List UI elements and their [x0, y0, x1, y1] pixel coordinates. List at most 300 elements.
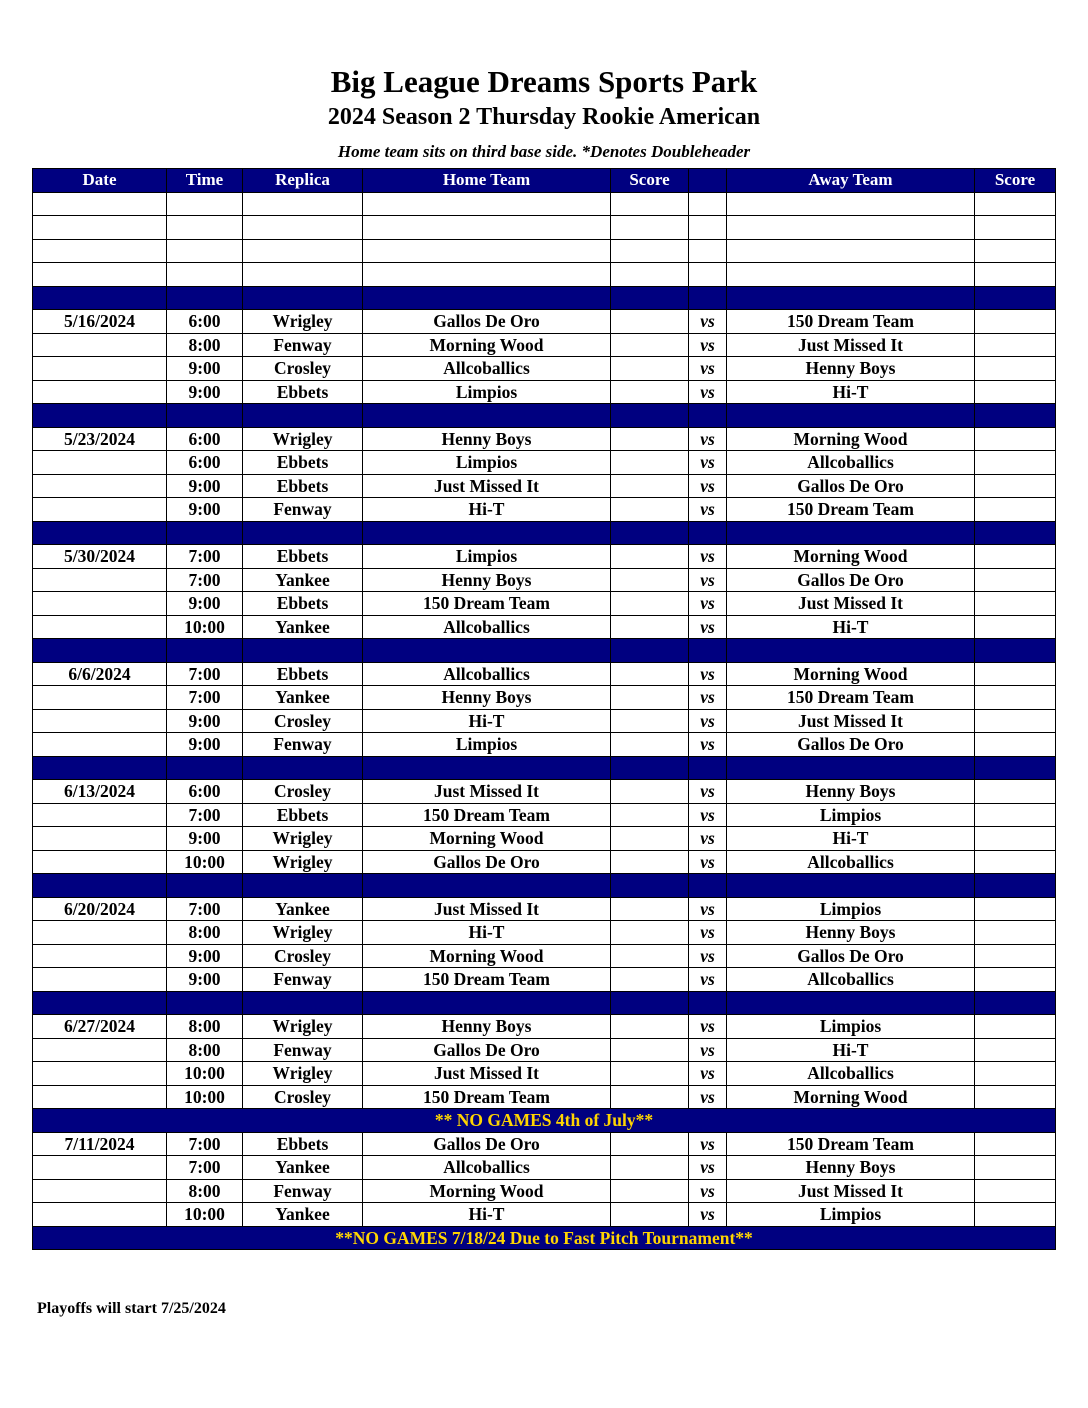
- away-team-cell: [727, 874, 975, 898]
- home-score-cell: [611, 1132, 689, 1156]
- replica-cell: Fenway: [243, 1038, 363, 1062]
- replica-cell: Wrigley: [243, 921, 363, 945]
- away-team-cell: Allcoballics: [727, 451, 975, 475]
- home-score-cell: [611, 756, 689, 780]
- vs-cell: vs: [689, 1203, 727, 1227]
- date-cell: [33, 568, 167, 592]
- home-score-cell: [611, 827, 689, 851]
- away-team-cell: Morning Wood: [727, 545, 975, 569]
- home-score-cell: [611, 216, 689, 240]
- home-team-cell: Just Missed It: [363, 1062, 611, 1086]
- vs-cell: vs: [689, 615, 727, 639]
- away-team-cell: Morning Wood: [727, 427, 975, 451]
- home-score-cell: [611, 921, 689, 945]
- table-header-row: [33, 169, 1056, 193]
- away-score-cell: [975, 968, 1056, 992]
- vs-cell: vs: [689, 944, 727, 968]
- away-team-cell: Allcoballics: [727, 1062, 975, 1086]
- game-row: [33, 1085, 1056, 1109]
- home-score-cell: [611, 897, 689, 921]
- home-score-cell: [611, 944, 689, 968]
- game-row: [33, 498, 1056, 522]
- game-row: [33, 1132, 1056, 1156]
- schedule-note: Home team sits on third base side. *Denotes Doubleheader: [337, 142, 751, 161]
- vs-cell: [689, 521, 727, 545]
- date-cell: 5/30/2024: [33, 545, 167, 569]
- replica-cell: Fenway: [243, 968, 363, 992]
- home-score-cell: [611, 286, 689, 310]
- time-cell: 10:00: [167, 615, 243, 639]
- home-team-cell: Morning Wood: [363, 1179, 611, 1203]
- column-header-home-team: Home Team: [363, 169, 611, 193]
- date-cell: [33, 192, 167, 216]
- away-team-cell: Morning Wood: [727, 1085, 975, 1109]
- date-cell: [33, 592, 167, 616]
- away-team-cell: Just Missed It: [727, 333, 975, 357]
- away-score-cell: [975, 1062, 1056, 1086]
- away-team-cell: Gallos De Oro: [727, 474, 975, 498]
- date-cell: [33, 827, 167, 851]
- game-row: [33, 1203, 1056, 1227]
- home-score-cell: [611, 498, 689, 522]
- home-score-cell: [611, 192, 689, 216]
- home-score-cell: [611, 1062, 689, 1086]
- date-cell: [33, 615, 167, 639]
- home-score-cell: [611, 709, 689, 733]
- game-row: [33, 850, 1056, 874]
- away-score-cell: [975, 709, 1056, 733]
- away-team-cell: Henny Boys: [727, 921, 975, 945]
- vs-cell: [689, 216, 727, 240]
- date-cell: [33, 1038, 167, 1062]
- date-cell: [33, 404, 167, 428]
- home-score-cell: [611, 733, 689, 757]
- time-cell: [167, 521, 243, 545]
- vs-cell: vs: [689, 968, 727, 992]
- vs-cell: [689, 756, 727, 780]
- replica-cell: [243, 639, 363, 663]
- time-cell: 6:00: [167, 780, 243, 804]
- home-score-cell: [611, 263, 689, 287]
- replica-cell: Wrigley: [243, 850, 363, 874]
- blank-row: [33, 192, 1056, 216]
- home-team-cell: Hi-T: [363, 709, 611, 733]
- away-team-cell: Just Missed It: [727, 592, 975, 616]
- date-cell: [33, 1203, 167, 1227]
- away-team-cell: 150 Dream Team: [727, 1132, 975, 1156]
- home-score-cell: [611, 991, 689, 1015]
- away-team-cell: 150 Dream Team: [727, 686, 975, 710]
- game-row: [33, 709, 1056, 733]
- away-team-cell: [727, 216, 975, 240]
- away-score-cell: [975, 1156, 1056, 1180]
- date-cell: [33, 733, 167, 757]
- away-team-cell: Hi-T: [727, 1038, 975, 1062]
- away-score-cell: [975, 404, 1056, 428]
- vs-cell: vs: [689, 357, 727, 381]
- game-row: [33, 1156, 1056, 1180]
- game-row: [33, 1062, 1056, 1086]
- vs-cell: vs: [689, 474, 727, 498]
- date-cell: [33, 756, 167, 780]
- vs-cell: vs: [689, 780, 727, 804]
- separator-row: [33, 756, 1056, 780]
- replica-cell: Crosley: [243, 1085, 363, 1109]
- home-team-cell: Allcoballics: [363, 615, 611, 639]
- home-score-cell: [611, 803, 689, 827]
- home-score-cell: [611, 404, 689, 428]
- game-row: [33, 897, 1056, 921]
- vs-cell: vs: [689, 310, 727, 334]
- away-team-cell: Gallos De Oro: [727, 733, 975, 757]
- time-cell: 9:00: [167, 944, 243, 968]
- time-cell: [167, 404, 243, 428]
- replica-cell: [243, 263, 363, 287]
- game-row: [33, 944, 1056, 968]
- away-score-cell: [975, 286, 1056, 310]
- home-team-cell: [363, 991, 611, 1015]
- replica-cell: Crosley: [243, 709, 363, 733]
- away-score-cell: [975, 991, 1056, 1015]
- vs-cell: vs: [689, 592, 727, 616]
- away-score-cell: [975, 310, 1056, 334]
- game-row: [33, 592, 1056, 616]
- time-cell: 10:00: [167, 1203, 243, 1227]
- home-team-cell: Morning Wood: [363, 333, 611, 357]
- game-row: [33, 615, 1056, 639]
- replica-cell: [243, 216, 363, 240]
- home-score-cell: [611, 357, 689, 381]
- game-row: [33, 357, 1056, 381]
- time-cell: 7:00: [167, 1156, 243, 1180]
- away-score-cell: [975, 357, 1056, 381]
- vs-cell: vs: [689, 498, 727, 522]
- game-row: [33, 1015, 1056, 1039]
- replica-cell: Ebbets: [243, 451, 363, 475]
- away-score-cell: [975, 333, 1056, 357]
- time-cell: [167, 239, 243, 263]
- separator-row: [33, 991, 1056, 1015]
- home-team-cell: 150 Dream Team: [363, 1085, 611, 1109]
- time-cell: [167, 756, 243, 780]
- home-team-cell: [363, 521, 611, 545]
- home-score-cell: [611, 1038, 689, 1062]
- game-row: [33, 733, 1056, 757]
- replica-cell: Crosley: [243, 780, 363, 804]
- vs-cell: vs: [689, 380, 727, 404]
- game-row: [33, 451, 1056, 475]
- date-cell: [33, 1062, 167, 1086]
- home-score-cell: [611, 1015, 689, 1039]
- vs-cell: vs: [689, 451, 727, 475]
- away-team-cell: Just Missed It: [727, 709, 975, 733]
- date-cell: [33, 333, 167, 357]
- date-cell: [33, 521, 167, 545]
- home-score-cell: [611, 333, 689, 357]
- date-cell: [33, 286, 167, 310]
- home-score-cell: [611, 686, 689, 710]
- vs-cell: [689, 639, 727, 663]
- home-score-cell: [611, 310, 689, 334]
- home-team-cell: Allcoballics: [363, 1156, 611, 1180]
- home-team-cell: [363, 404, 611, 428]
- away-team-cell: Hi-T: [727, 615, 975, 639]
- home-team-cell: Allcoballics: [363, 357, 611, 381]
- vs-cell: vs: [689, 545, 727, 569]
- replica-cell: [243, 874, 363, 898]
- home-score-cell: [611, 427, 689, 451]
- date-cell: [33, 874, 167, 898]
- away-score-cell: [975, 944, 1056, 968]
- date-cell: [33, 216, 167, 240]
- home-score-cell: [611, 780, 689, 804]
- replica-cell: Yankee: [243, 686, 363, 710]
- away-team-cell: [727, 192, 975, 216]
- away-score-cell: [975, 568, 1056, 592]
- page-subtitle: 2024 Season 2 Thursday Rookie American: [327, 104, 761, 130]
- date-cell: 6/27/2024: [33, 1015, 167, 1039]
- away-score-cell: [975, 1085, 1056, 1109]
- home-score-cell: [611, 380, 689, 404]
- date-cell: [33, 991, 167, 1015]
- time-cell: 6:00: [167, 451, 243, 475]
- home-score-cell: [611, 1203, 689, 1227]
- home-score-cell: [611, 662, 689, 686]
- away-team-cell: [727, 263, 975, 287]
- away-score-cell: [975, 474, 1056, 498]
- date-cell: [33, 263, 167, 287]
- game-row: [33, 380, 1056, 404]
- home-team-cell: Morning Wood: [363, 827, 611, 851]
- away-score-cell: [975, 733, 1056, 757]
- column-header-away-team: Away Team: [727, 169, 975, 193]
- vs-cell: vs: [689, 733, 727, 757]
- column-header-home-score: Score: [611, 169, 689, 193]
- home-team-cell: [363, 263, 611, 287]
- home-team-cell: Allcoballics: [363, 662, 611, 686]
- away-score-cell: [975, 780, 1056, 804]
- away-score-cell: [975, 521, 1056, 545]
- separator-row: [33, 286, 1056, 310]
- date-cell: [33, 709, 167, 733]
- time-cell: 6:00: [167, 427, 243, 451]
- date-cell: 6/13/2024: [33, 780, 167, 804]
- time-cell: 9:00: [167, 968, 243, 992]
- replica-cell: [243, 991, 363, 1015]
- vs-cell: vs: [689, 827, 727, 851]
- home-score-cell: [611, 545, 689, 569]
- vs-cell: vs: [689, 686, 727, 710]
- replica-cell: [243, 286, 363, 310]
- away-score-cell: [975, 239, 1056, 263]
- date-cell: [33, 474, 167, 498]
- home-team-cell: Henny Boys: [363, 427, 611, 451]
- home-team-cell: [363, 286, 611, 310]
- time-cell: 9:00: [167, 733, 243, 757]
- away-score-cell: [975, 639, 1056, 663]
- away-score-cell: [975, 545, 1056, 569]
- vs-cell: [689, 404, 727, 428]
- game-row: [33, 427, 1056, 451]
- home-team-cell: Henny Boys: [363, 1015, 611, 1039]
- vs-cell: vs: [689, 1038, 727, 1062]
- away-score-cell: [975, 756, 1056, 780]
- game-row: [33, 803, 1056, 827]
- vs-cell: vs: [689, 333, 727, 357]
- time-cell: 9:00: [167, 592, 243, 616]
- replica-cell: Crosley: [243, 944, 363, 968]
- home-team-cell: [363, 639, 611, 663]
- time-cell: 10:00: [167, 1085, 243, 1109]
- home-team-cell: Just Missed It: [363, 780, 611, 804]
- game-row: [33, 921, 1056, 945]
- away-team-cell: Hi-T: [727, 827, 975, 851]
- vs-cell: vs: [689, 1179, 727, 1203]
- replica-cell: Ebbets: [243, 592, 363, 616]
- separator-row: [33, 639, 1056, 663]
- vs-cell: vs: [689, 568, 727, 592]
- time-cell: 7:00: [167, 897, 243, 921]
- home-team-cell: Henny Boys: [363, 568, 611, 592]
- away-team-cell: Gallos De Oro: [727, 944, 975, 968]
- away-score-cell: [975, 216, 1056, 240]
- home-score-cell: [611, 568, 689, 592]
- replica-cell: Yankee: [243, 1203, 363, 1227]
- date-cell: [33, 639, 167, 663]
- away-team-cell: Henny Boys: [727, 1156, 975, 1180]
- away-score-cell: [975, 921, 1056, 945]
- home-team-cell: Gallos De Oro: [363, 1038, 611, 1062]
- vs-cell: vs: [689, 1132, 727, 1156]
- date-cell: [33, 451, 167, 475]
- replica-cell: Fenway: [243, 1179, 363, 1203]
- away-team-cell: [727, 286, 975, 310]
- vs-cell: vs: [689, 1015, 727, 1039]
- replica-cell: Crosley: [243, 357, 363, 381]
- column-header-away-score: Score: [975, 169, 1056, 193]
- date-cell: [33, 1156, 167, 1180]
- vs-cell: vs: [689, 709, 727, 733]
- home-team-cell: Morning Wood: [363, 944, 611, 968]
- game-row: [33, 1038, 1056, 1062]
- vs-cell: vs: [689, 921, 727, 945]
- time-cell: 9:00: [167, 827, 243, 851]
- date-cell: [33, 968, 167, 992]
- time-cell: 10:00: [167, 1062, 243, 1086]
- game-row: [33, 827, 1056, 851]
- game-row: [33, 545, 1056, 569]
- away-score-cell: [975, 615, 1056, 639]
- replica-cell: Fenway: [243, 498, 363, 522]
- notice-row: [33, 1109, 1056, 1133]
- time-cell: 9:00: [167, 357, 243, 381]
- game-row: [33, 968, 1056, 992]
- away-score-cell: [975, 498, 1056, 522]
- date-cell: 6/20/2024: [33, 897, 167, 921]
- blank-row: [33, 216, 1056, 240]
- column-header-vs: [689, 169, 727, 193]
- separator-row: [33, 521, 1056, 545]
- home-team-cell: Henny Boys: [363, 686, 611, 710]
- game-row: [33, 686, 1056, 710]
- away-score-cell: [975, 1038, 1056, 1062]
- game-row: [33, 474, 1056, 498]
- home-team-cell: Just Missed It: [363, 474, 611, 498]
- replica-cell: Wrigley: [243, 1015, 363, 1039]
- away-score-cell: [975, 662, 1056, 686]
- away-score-cell: [975, 451, 1056, 475]
- vs-cell: [689, 286, 727, 310]
- home-score-cell: [611, 451, 689, 475]
- away-team-cell: Limpios: [727, 803, 975, 827]
- time-cell: 8:00: [167, 1179, 243, 1203]
- away-score-cell: [975, 1015, 1056, 1039]
- replica-cell: Ebbets: [243, 662, 363, 686]
- replica-cell: [243, 521, 363, 545]
- replica-cell: Ebbets: [243, 474, 363, 498]
- time-cell: 9:00: [167, 498, 243, 522]
- date-cell: 5/23/2024: [33, 427, 167, 451]
- replica-cell: Ebbets: [243, 380, 363, 404]
- time-cell: 7:00: [167, 662, 243, 686]
- date-cell: [33, 357, 167, 381]
- away-team-cell: [727, 404, 975, 428]
- away-team-cell: [727, 756, 975, 780]
- away-score-cell: [975, 380, 1056, 404]
- time-cell: 8:00: [167, 1038, 243, 1062]
- vs-cell: vs: [689, 427, 727, 451]
- home-team-cell: 150 Dream Team: [363, 968, 611, 992]
- replica-cell: Wrigley: [243, 827, 363, 851]
- date-cell: 5/16/2024: [33, 310, 167, 334]
- away-team-cell: [727, 521, 975, 545]
- away-team-cell: Limpios: [727, 1015, 975, 1039]
- home-score-cell: [611, 1179, 689, 1203]
- vs-cell: [689, 192, 727, 216]
- replica-cell: Ebbets: [243, 545, 363, 569]
- home-team-cell: 150 Dream Team: [363, 592, 611, 616]
- home-score-cell: [611, 874, 689, 898]
- home-team-cell: 150 Dream Team: [363, 803, 611, 827]
- away-score-cell: [975, 1179, 1056, 1203]
- game-row: [33, 333, 1056, 357]
- home-team-cell: [363, 756, 611, 780]
- date-cell: [33, 498, 167, 522]
- date-cell: [33, 1085, 167, 1109]
- time-cell: [167, 874, 243, 898]
- replica-cell: Ebbets: [243, 803, 363, 827]
- away-team-cell: Limpios: [727, 1203, 975, 1227]
- home-team-cell: Limpios: [363, 451, 611, 475]
- home-team-cell: Limpios: [363, 733, 611, 757]
- away-score-cell: [975, 897, 1056, 921]
- home-team-cell: Hi-T: [363, 1203, 611, 1227]
- time-cell: [167, 286, 243, 310]
- time-cell: [167, 639, 243, 663]
- away-team-cell: Allcoballics: [727, 968, 975, 992]
- away-score-cell: [975, 803, 1056, 827]
- date-cell: [33, 239, 167, 263]
- schedule-table: [32, 168, 1056, 1250]
- replica-cell: Yankee: [243, 615, 363, 639]
- home-team-cell: Just Missed It: [363, 897, 611, 921]
- time-cell: [167, 991, 243, 1015]
- game-row: [33, 568, 1056, 592]
- date-cell: 6/6/2024: [33, 662, 167, 686]
- time-cell: [167, 216, 243, 240]
- time-cell: 8:00: [167, 1015, 243, 1039]
- away-score-cell: [975, 850, 1056, 874]
